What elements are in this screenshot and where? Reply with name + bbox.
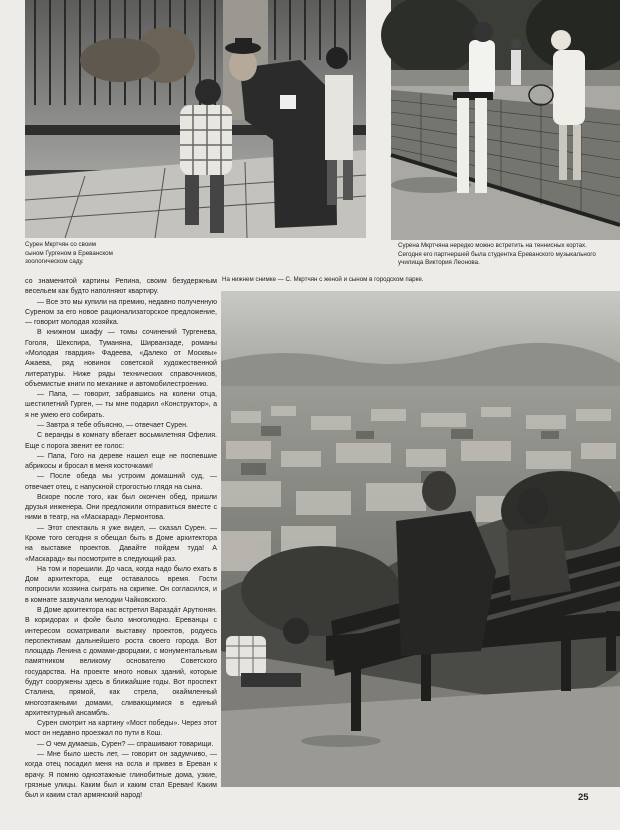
article-paragraph: — Папа, — говорит, забравшись на колени отца, шестилетний Гурген, — ты мне подарил «Конструктор», а я не умею его собирать.	[25, 391, 217, 419]
article-paragraph: — Завтра я тебе объясню, — отвечает Сурен.	[37, 421, 188, 429]
article-paragraph: В Доме архитектора нас встретил Варазда́т Арутюнян. В коридорах и фойе было многолюдно. Ереванцы с интересом осматривали выставку проектов, родуесь перспективам дальнейшего роста своего города. Вот площадь Ленина с домами-дворцами, с монументальным памятником великому основателю Советского государства. На проекте много новых зданий, которые будут сооружены здесь в ближайшие годы. Вот проспект Сталина, прямой, как стрела, окаймленный многоэтажными домами, сливающимися в единый архитектурный ансамбль.	[25, 607, 217, 717]
article-paragraph: со знаменитой картины Репина, своим безудержным весельем как будто наполняют квартиру.	[25, 278, 217, 296]
page-number: 25	[578, 792, 589, 803]
park-photo	[221, 291, 620, 787]
zoo-photo	[25, 0, 366, 238]
article-paragraph: Сурен смотрит на картину «Мост победы». Через этот мост он недавно проезжал по пути в Кош.	[25, 720, 217, 738]
article-paragraph: — Все это мы купили на премию, недавно полученную Суреном за его новое рационализаторское предложение, — говорит молодая хозяйка.	[25, 298, 217, 327]
article-paragraph: — Этот спектакль я уже видел, — сказал Сурен. — Кроме того сегодня я обещал быть в Доме архитектора на выставке проектов. Давайте пойдем туда! А «Маскарад» вы посмотрите в следующий раз.	[25, 524, 217, 563]
park-caption: На нижнем снимке — С. Мкртчян с женой и сыном в городском парке.	[222, 276, 424, 283]
article-paragraph: Вскоре после того, как был окончен обед, пришли друзья инженера. Они предложили отправиться вместе с ними в театр, на «Маскарад» Лермонтова.	[25, 493, 217, 522]
article-paragraph: С веранды в комнату вбегает восьмилетняя Офелия. Еще с порога звенит ее голос:	[25, 432, 217, 450]
article-body	[25, 277, 217, 800]
article-paragraph: — О чем думаешь, Сурен? — спрашивают товарищи.	[37, 740, 214, 748]
tennis-photo	[391, 0, 620, 240]
article-paragraph: — Папа, Гого на дереве нашел еще не поспевшие абрикосы и бросал в меня косточками!	[25, 452, 217, 471]
article-paragraph: — Мне было шесть лет, — говорит он задумчиво, — когда отец посадил меня на осла и привез в Ереван к врачу. Я помню одноэтажные глинобитные дома, узкие, грязные улицы. Каким был и каким стал Ереван! Каким был и каким стал армянский народ!	[25, 750, 217, 800]
article-paragraph: В книжном шкафу — томы сочинений Тургенева, Гоголя, Шекспира, Туманяна, Ширванзаде, романы «Молодая гвардия» Фадеева, «Далеко от Москвы» Ажаева, ряд новинок советской художественной литературы. Ниже ряды технических справочников, объемистые книги по механике и автомобилестроению.	[25, 329, 217, 388]
zoo-caption: Сурен Мкртчян со своим сыном Гургеном в Ереванском зоологическом саду.	[25, 241, 113, 266]
article-paragraph: На том и порешили. До часа, когда надо было ехать в Дом архитектора, еще оставалось время. Гости попросили хозяина сыграть на скрипке. Он согласился, и в комнате зазвучали мелодии Чайковского.	[25, 565, 217, 604]
tennis-caption: Сурена Мкртчяна нередко можно встретить на теннисных кортах. Сегодня его партнершей была студентка Ереванского музыкального училища Виктория Леонова.	[398, 242, 596, 267]
article-paragraph: — После обеда мы устроим домашний суд, — отвечает отец, с напускной строгостью глядя на сына.	[25, 473, 217, 491]
